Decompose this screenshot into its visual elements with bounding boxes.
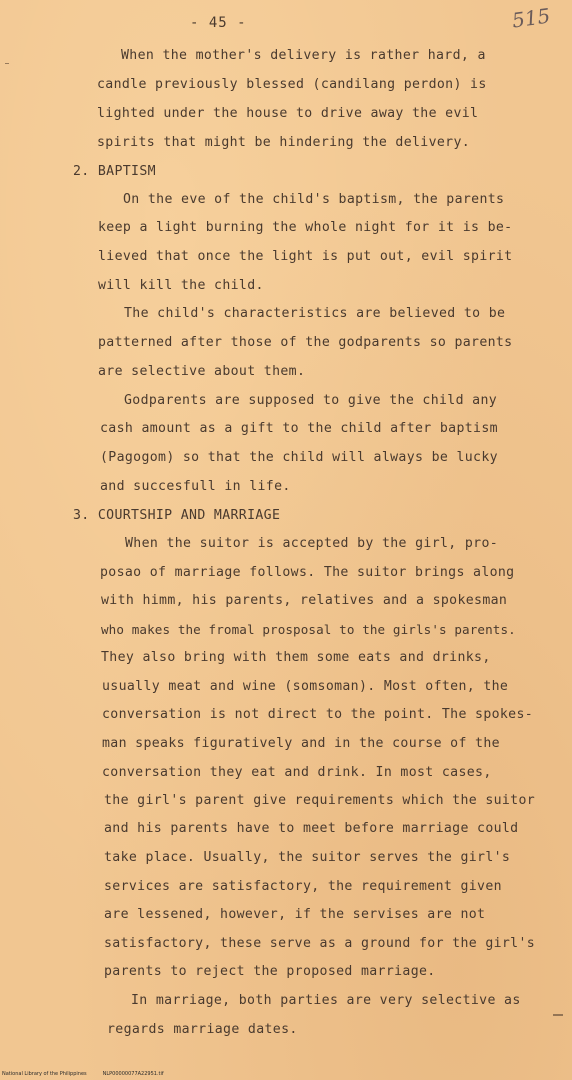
text-line: the girl's parent give requirements which the suitor bbox=[104, 793, 536, 808]
handwritten-folio-number: 515 bbox=[510, 3, 552, 33]
text-line: In marriage, both parties are very selective as bbox=[131, 993, 521, 1008]
text-line: services are satisfactory, the requirement given bbox=[104, 879, 502, 894]
text-line: Godparents are supposed to give the child any bbox=[124, 393, 498, 408]
text-line: (Pagogom) so that the child will always be lucky bbox=[100, 450, 498, 465]
text-line: and his parents have to meet before marriage could bbox=[104, 821, 519, 836]
text-line: satisfactory, these serve as a ground for the girl's bbox=[104, 936, 536, 951]
text-line: man speaks figuratively and in the course of the bbox=[102, 736, 500, 751]
margin-mark bbox=[553, 1014, 563, 1016]
text-line: The child's characteristics are believed to be bbox=[124, 306, 506, 321]
section-heading: 2. BAPTISM bbox=[73, 164, 156, 179]
text-line: and succesfull in life. bbox=[100, 479, 291, 494]
footer-file-id: NLP00000077A22951.tif bbox=[102, 1071, 164, 1077]
text-line: with himm, his parents, relatives and a spokesman bbox=[101, 593, 508, 608]
text-line: When the suitor is accepted by the girl, pro- bbox=[125, 536, 499, 551]
page-number: - 45 - bbox=[190, 15, 247, 31]
text-line: posao of marriage follows. The suitor brings along bbox=[100, 565, 515, 580]
text-line: lieved that once the light is put out, evil spirit bbox=[98, 249, 513, 264]
text-line: keep a light burning the whole night for it is be- bbox=[98, 220, 513, 235]
text-line: take place. Usually, the suitor serves the girl's bbox=[104, 850, 511, 865]
text-line: candle previously blessed (candilang perdon) is bbox=[97, 77, 487, 92]
text-line: parents to reject the proposed marriage. bbox=[104, 964, 436, 979]
text-line: usually meat and wine (somsoman). Most often, the bbox=[102, 679, 509, 694]
text-line: When the mother's delivery is rather hard, a bbox=[121, 48, 486, 63]
text-line: lighted under the house to drive away the evil bbox=[97, 106, 479, 121]
text-line: regards marriage dates. bbox=[107, 1022, 298, 1037]
margin-mark bbox=[5, 63, 9, 64]
footer-library: National Library of the Philippines bbox=[2, 1071, 87, 1077]
text-line: are lessened, however, if the servises are not bbox=[104, 907, 486, 922]
section-heading: 3. COURTSHIP AND MARRIAGE bbox=[73, 508, 281, 523]
text-line: conversation is not direct to the point. The spokes- bbox=[102, 707, 534, 722]
text-line: patterned after those of the godparents so parents bbox=[98, 335, 513, 350]
text-line: cash amount as a gift to the child after baptism bbox=[100, 421, 498, 436]
text-line: will kill the child. bbox=[98, 278, 264, 293]
text-line: On the eve of the child's baptism, the parents bbox=[123, 192, 505, 207]
text-line: spirits that might be hindering the delivery. bbox=[97, 135, 471, 150]
scan-footer bbox=[2, 1071, 164, 1077]
text-line: They also bring with them some eats and drinks, bbox=[101, 650, 491, 665]
text-line: are selective about them. bbox=[98, 364, 306, 379]
text-line: conversation they eat and drink. In most cases, bbox=[102, 765, 492, 780]
text-line: who makes the fromal prosposal to the girls's parents. bbox=[101, 622, 516, 637]
